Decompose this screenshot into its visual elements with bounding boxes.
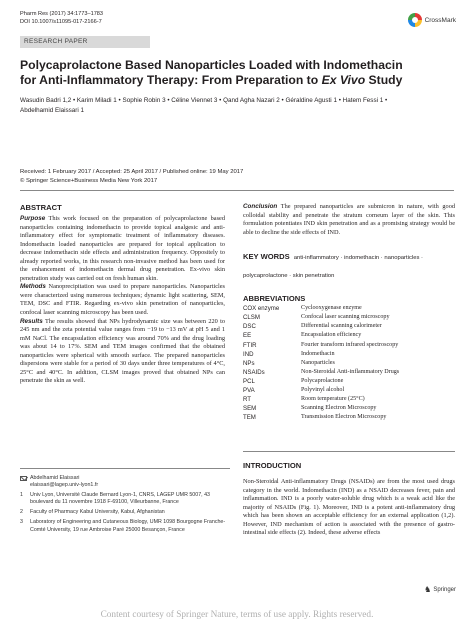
abbreviation-row (243, 322, 399, 331)
keywords-block (243, 246, 455, 282)
abbreviation-meaning: Encapsulation efficiency (301, 332, 362, 339)
affiliation-2: 2 Faculty of Pharmacy Kabul University, Kabul, Afghanistan (20, 509, 165, 516)
abbreviation-row (243, 413, 399, 422)
crossmark-icon (408, 13, 422, 27)
abbreviation-row (243, 386, 399, 395)
journal-reference (20, 10, 103, 26)
abbreviation-meaning: Transmission Electron Microscopy (301, 414, 387, 421)
abbreviation-row (243, 341, 399, 350)
abbreviation-meaning: Differential scanning calorimeter (301, 323, 382, 330)
abbreviation-key: DSC (243, 323, 256, 331)
abbreviation-row (243, 304, 399, 313)
abstract-methods: Methods Nanoprecipitation was used to prepare nanoparticles. Nanoparticles were characterized using numerous techniques; dynamic light scattering, SEM, TEM, DSC and FTIR. Regarding ex-vivo skin penetration of nanoparticles, confocal laser scanning microscopy has been used. (20, 283, 225, 317)
journal-line: Pharm Res (2017) 34:1773–1783 (20, 11, 104, 17)
abstract-section (20, 203, 225, 386)
title-line-1: Polycaprolactone Based Nanoparticles Loaded with Indomethacin (20, 58, 403, 72)
abbreviation-row (243, 331, 399, 340)
abbreviation-key: PVA (243, 387, 255, 395)
abstract-purpose: Purpose This work focused on the preparation of polycaprolactone based nanoparticles containing indomethacin to provide topical analgesic and anti-inflammatory effect for symptomatic treatment of inflammatory diseases. Indomethacin loaded nanoparticles are prepared for topical application to decrease indomethacin side effects and administration frequency. Oppositely to already reported works, in this research non-invasive method has been used for the enhancement of indomethacin dermal drug penetration. Ex-vivo skin penetration study was carried out on fresh human skin. (20, 215, 225, 282)
abbreviation-key: NPs (243, 359, 255, 367)
crossmark-badge[interactable] (408, 13, 456, 27)
affiliation-3: 3 Laboratory of Engineering and Cutaneous Biology, UMR 1098 Bourgogne Franche-Comté University, 19 rue Ambroise Paré 25000 Besançon, France (20, 519, 226, 533)
affiliation-1: 1 Univ Lyon, Université Claude Bernard Lyon-1, CNRS, LAGEP UMR 5007, 43 boulevard du 11 novembre 1918 F-69100, Villeurbanne, France (20, 492, 210, 506)
abbreviation-meaning: Polycaprolactone (301, 377, 344, 384)
publisher-name: Springer (433, 586, 456, 593)
abbreviation-key: FTIR (243, 341, 257, 349)
crossmark-label: CrossMark (424, 16, 456, 24)
abbreviations-table (243, 304, 399, 422)
intro-divider (243, 451, 455, 452)
abbreviation-row (243, 368, 399, 377)
article-title (20, 58, 460, 88)
dates-line: Received: 1 February 2017 / Accepted: 25 April 2017 / Published online: 19 May 2017 (20, 169, 244, 175)
keywords-text: anti-inflammatory · indomethacin · nanoparticles · polycaprolactone · skin penetration (243, 255, 424, 280)
abbreviation-key: PCL (243, 377, 255, 385)
contact-name: Abdelhamid Elaissari (30, 475, 80, 481)
abbreviation-key: NSAIDs (243, 368, 265, 376)
introduction-heading: INTRODUCTION (243, 461, 302, 470)
article-type-banner: RESEARCH PAPER (20, 36, 150, 48)
envelope-icon (20, 476, 27, 481)
abbreviation-meaning: Non-Steroidal Anti-inflammatory Drugs (301, 368, 400, 375)
abbreviation-row (243, 350, 399, 359)
abbreviation-meaning: Nanoparticles (301, 359, 335, 366)
abstract-results: Results The results showed that NPs hydrodynamic size was between 220 to 245 nm and the zeta potential value ranges from −19 to −13 mV at pH 5 and 1 mM NaCl. The encapsulation efficiency was around 70% and the drug loading was about 14 to 17%. SEM and TEM images confirmed that the obtained nanoparticles were spherical with smooth surface. The prepared nanoparticles dispersions were stable for a period of 30 days under three temperatures of 4°C, 25°C and 40°C. In addition, CLSM images proved that obtained NPs can penetrate the skin as well. (20, 317, 225, 385)
copyright-line: © Springer Science+Business Media New York 2017 (20, 177, 158, 184)
abbreviation-key: COX enzyme (243, 305, 280, 313)
publication-dates (20, 168, 320, 185)
abstract-heading: ABSTRACT (20, 203, 62, 212)
abbreviation-meaning: Scanning Electron Microscopy (301, 405, 377, 412)
abbreviation-row (243, 395, 399, 404)
abbreviation-meaning: Cyclooxygenase enzyme (301, 305, 362, 312)
abbreviation-key: CLSM (243, 314, 260, 322)
abbreviation-row (243, 313, 399, 322)
abbreviation-meaning: Fourier transform infrared spectroscopy (301, 341, 399, 348)
contact-email[interactable]: elaissari@lagep.univ-lyon1.fr (30, 482, 99, 489)
springer-horse-icon: ♞ (424, 585, 432, 594)
abstract-conclusion: Conclusion The prepared nanoparticles are submicron in nature, with good colloidal stability and penetrate the stratum corneum layer of the skin. This formulation potentiates IND skin penetration and as a promising strategy would be able to decline the side effects of IND. (243, 203, 455, 236)
abbreviation-meaning: Indomethacin (301, 350, 335, 357)
right-column (243, 203, 455, 422)
abbreviation-key: EE (243, 332, 252, 340)
abbreviation-key: RT (243, 396, 252, 404)
authors-line-2[interactable]: Abdelhamid Elaissari 1 (20, 107, 85, 114)
courtesy-notice: Content courtesy of Springer Nature, terms of use apply. Rights reserved. (100, 610, 374, 620)
abbreviation-row (243, 404, 399, 413)
abbreviation-key: SEM (243, 405, 257, 413)
footnotes (20, 475, 230, 537)
abbreviation-key: IND (243, 350, 254, 358)
introduction-text: Non-Steroidal Anti-inflammatory Drugs (NSAIDs) are from the most used drugs category in the world. Indomethacin (IND) as a NSAID decreases fever, pain and inflammation. IND is a poorly water-soluble drug which is a weak acid like the majority of NSAIDs (Fig. 1). Moreover, IND is a potent anti-inflammatory drug which has been shown an acceptable efficiency for an external application (1,2). However, IND mechanism of action is associated with the presence of gastro-intestinal side effects (2). Indeed, these adverse effects (243, 478, 455, 537)
doi-line[interactable]: DOI 10.1007/s11095-017-2166-7 (20, 19, 102, 25)
abbreviation-key: TEM (243, 414, 256, 422)
title-line-2: for Anti-Inflammatory Therapy: From Preparation to Ex Vivo Study (20, 73, 403, 87)
abbreviation-meaning: Room temperature (25°C) (301, 396, 365, 403)
introduction-section (243, 461, 455, 538)
abbreviation-row (243, 377, 399, 386)
abbreviation-meaning: Confocal laser scanning microscopy (301, 314, 390, 321)
abbreviation-row (243, 359, 399, 368)
keywords-heading: KEY WORDS (243, 252, 290, 262)
authors-line-1[interactable]: Wasudin Badri 1,2 • Karim Miladi 1 • Sophie Robin 3 • Céline Viennet 3 • Qand Agha Nazari 2 • Géraldine Agusti 1 • Hatem Fessi 1 • (20, 97, 388, 104)
author-list (20, 96, 460, 116)
abbreviations-heading: ABBREVIATIONS (243, 294, 306, 304)
footnote-divider (20, 468, 230, 469)
header-divider (20, 190, 454, 191)
abbreviation-meaning: Polyvinyl alcohol (301, 387, 345, 394)
corresponding-author (20, 475, 230, 489)
publisher-logo (424, 585, 456, 594)
